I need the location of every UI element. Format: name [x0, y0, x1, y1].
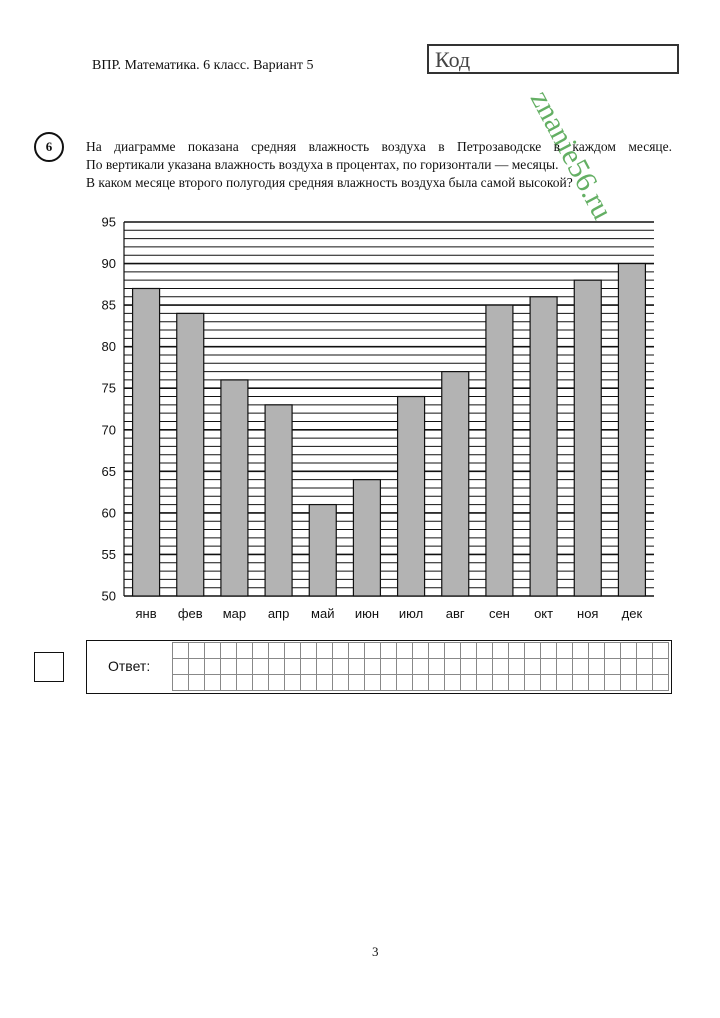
answer-cell[interactable] — [525, 659, 541, 675]
answer-cell[interactable] — [365, 675, 381, 691]
answer-cell[interactable] — [189, 675, 205, 691]
answer-cell[interactable] — [509, 659, 525, 675]
answer-cell[interactable] — [413, 659, 429, 675]
answer-cell[interactable] — [461, 659, 477, 675]
answer-cell[interactable] — [397, 659, 413, 675]
answer-cell[interactable] — [493, 675, 509, 691]
task-text-line-2: По вертикали указана влажность воздуха в процентах, по горизонтали — месяцы. — [86, 157, 559, 172]
answer-cell[interactable] — [285, 675, 301, 691]
answer-cell[interactable] — [221, 643, 237, 659]
answer-cell[interactable] — [653, 659, 669, 675]
answer-grid[interactable] — [172, 642, 669, 691]
answer-cell[interactable] — [573, 643, 589, 659]
page-number: 3 — [372, 944, 379, 959]
y-tick-label: 55 — [101, 546, 116, 562]
answer-cell[interactable] — [525, 675, 541, 691]
answer-cell[interactable] — [349, 675, 365, 691]
x-tick-label: ноя — [577, 606, 599, 621]
answer-cell[interactable] — [509, 643, 525, 659]
answer-cell[interactable] — [381, 675, 397, 691]
bar-апр — [265, 405, 292, 596]
x-tick-label: мар — [222, 606, 247, 621]
answer-cell[interactable] — [493, 659, 509, 675]
answer-cell[interactable] — [445, 643, 461, 659]
answer-cell[interactable] — [589, 659, 605, 675]
answer-cell[interactable] — [189, 643, 205, 659]
answer-cell[interactable] — [541, 675, 557, 691]
y-tick-label: 65 — [101, 463, 116, 479]
answer-cell[interactable] — [333, 659, 349, 675]
bar-сен — [486, 305, 513, 596]
bar-янв — [133, 288, 160, 596]
bar-май — [309, 505, 336, 596]
answer-cell[interactable] — [269, 643, 285, 659]
answer-cell[interactable] — [253, 659, 269, 675]
x-tick-label: янв — [135, 606, 157, 621]
answer-cell[interactable] — [541, 659, 557, 675]
answer-cell[interactable] — [221, 675, 237, 691]
answer-cell[interactable] — [429, 643, 445, 659]
task-number: 6 — [45, 139, 53, 154]
y-tick-label: 95 — [101, 214, 116, 230]
answer-cell[interactable] — [333, 643, 349, 659]
answer-cell[interactable] — [173, 659, 189, 675]
answer-cell[interactable] — [557, 659, 573, 675]
answer-cell[interactable] — [173, 675, 189, 691]
answer-cell[interactable] — [317, 659, 333, 675]
answer-cell[interactable] — [269, 659, 285, 675]
answer-label: Ответ: — [108, 658, 151, 674]
answer-cell[interactable] — [237, 659, 253, 675]
answer-cell[interactable] — [317, 675, 333, 691]
answer-cell[interactable] — [525, 643, 541, 659]
answer-cell[interactable] — [365, 643, 381, 659]
answer-cell[interactable] — [253, 675, 269, 691]
answer-cell[interactable] — [589, 643, 605, 659]
answer-cell[interactable] — [621, 675, 637, 691]
answer-cell[interactable] — [173, 643, 189, 659]
answer-cell[interactable] — [573, 659, 589, 675]
y-tick-label: 50 — [101, 588, 116, 604]
x-tick-label: апр — [267, 606, 290, 621]
answer-cell[interactable] — [221, 659, 237, 675]
answer-cell[interactable] — [333, 675, 349, 691]
answer-cell[interactable] — [301, 659, 317, 675]
answer-cell[interactable] — [397, 643, 413, 659]
bar-фев — [177, 313, 204, 596]
answer-cell[interactable] — [381, 659, 397, 675]
answer-cell[interactable] — [413, 643, 429, 659]
answer-cell[interactable] — [301, 675, 317, 691]
answer-cell[interactable] — [397, 675, 413, 691]
bar-июл — [398, 397, 425, 596]
x-tick-label: май — [311, 606, 335, 621]
answer-cell[interactable] — [493, 643, 509, 659]
answer-cell[interactable] — [365, 659, 381, 675]
answer-cell[interactable] — [429, 675, 445, 691]
answer-cell[interactable] — [445, 675, 461, 691]
y-tick-label: 90 — [101, 256, 116, 272]
answer-cell[interactable] — [461, 675, 477, 691]
answer-cell[interactable] — [509, 675, 525, 691]
answer-cell[interactable] — [189, 659, 205, 675]
answer-cell[interactable] — [237, 643, 253, 659]
bar-окт — [530, 297, 557, 596]
answer-cell[interactable] — [205, 659, 221, 675]
answer-cell[interactable] — [557, 643, 573, 659]
answer-cell[interactable] — [317, 643, 333, 659]
answer-cell[interactable] — [301, 643, 317, 659]
x-tick-label: фев — [177, 606, 203, 621]
answer-cell[interactable] — [429, 659, 445, 675]
y-tick-label: 80 — [101, 339, 116, 355]
answer-cell[interactable] — [653, 675, 669, 691]
answer-cell[interactable] — [461, 643, 477, 659]
answer-cell[interactable] — [541, 643, 557, 659]
x-tick-label: дек — [621, 606, 643, 621]
x-tick-label: авг — [445, 606, 465, 621]
bar-июн — [353, 480, 380, 596]
task-text-line-1: На диаграмме показана средняя влажность воздуха в Петрозаводске в каждом месяце. — [86, 139, 672, 154]
y-tick-label: 70 — [101, 422, 116, 438]
answer-cell[interactable] — [205, 675, 221, 691]
answer-cell[interactable] — [637, 643, 653, 659]
answer-cell[interactable] — [573, 675, 589, 691]
answer-cell[interactable] — [285, 659, 301, 675]
answer-cell[interactable] — [637, 675, 653, 691]
answer-cell[interactable] — [557, 675, 573, 691]
x-tick-label: июн — [354, 606, 380, 621]
answer-cell[interactable] — [589, 675, 605, 691]
task-text-line-3: В каком месяце второго полугодия средняя влажность воздуха была самой высокой? — [86, 175, 573, 190]
answer-cell[interactable] — [477, 675, 493, 691]
answer-cell[interactable] — [445, 659, 461, 675]
answer-cell[interactable] — [621, 659, 637, 675]
answer-cell[interactable] — [253, 643, 269, 659]
bar-ноя — [574, 280, 601, 596]
answer-cell[interactable] — [237, 675, 253, 691]
answer-cell[interactable] — [205, 643, 221, 659]
answer-cell[interactable] — [285, 643, 301, 659]
answer-cell[interactable] — [477, 643, 493, 659]
answer-cell[interactable] — [349, 643, 365, 659]
answer-cell[interactable] — [605, 659, 621, 675]
answer-cell[interactable] — [413, 675, 429, 691]
y-tick-label: 85 — [101, 297, 116, 313]
answer-cell[interactable] — [269, 675, 285, 691]
score-box — [34, 652, 64, 682]
bar-дек — [618, 264, 645, 596]
y-tick-label: 60 — [101, 505, 116, 521]
answer-cell[interactable] — [621, 643, 637, 659]
answer-cell[interactable] — [381, 643, 397, 659]
x-tick-label: окт — [534, 606, 554, 621]
answer-cell[interactable] — [477, 659, 493, 675]
bar-мар — [221, 380, 248, 596]
answer-cell[interactable] — [349, 659, 365, 675]
answer-cell[interactable] — [605, 675, 621, 691]
watermark: znanie56.ru — [523, 85, 620, 225]
answer-cell[interactable] — [637, 659, 653, 675]
answer-cell[interactable] — [653, 643, 669, 659]
x-tick-label: июл — [398, 606, 424, 621]
answer-cell[interactable] — [605, 643, 621, 659]
bar-авг — [442, 372, 469, 596]
page-title: ВПР. Математика. 6 класс. Вариант 5 — [92, 58, 314, 73]
x-tick-label: сен — [488, 606, 510, 621]
y-tick-label: 75 — [101, 380, 116, 396]
code-label: Код — [435, 47, 471, 72]
